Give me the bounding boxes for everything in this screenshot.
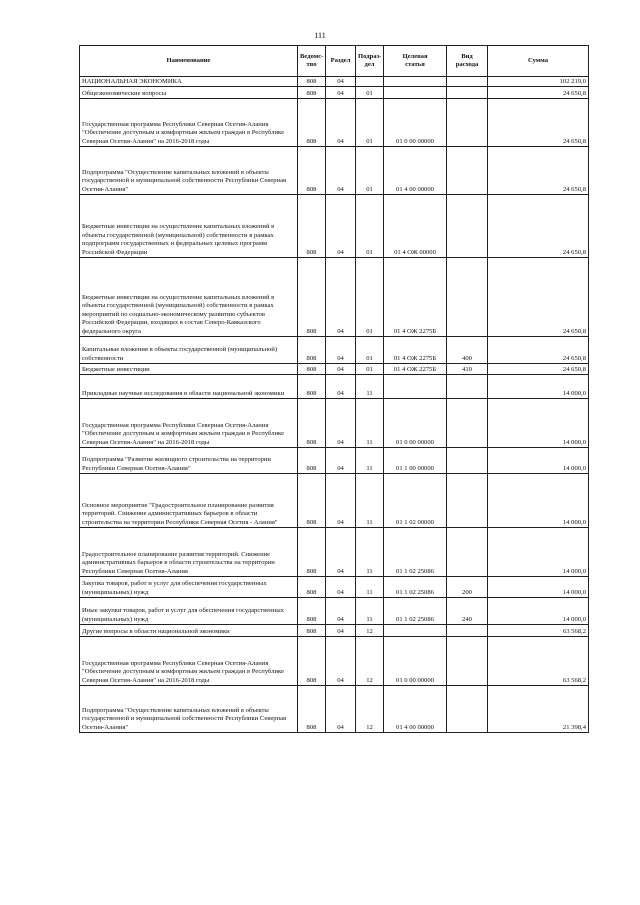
row-subsection-cell: 01: [356, 147, 384, 195]
row-subsection-cell: 01: [356, 195, 384, 258]
row-name-cell: Подпрограмма "Осуществление капитальных вложений в объекты государственной и муниципальной собственности Республики Северная Осетия-Алания": [80, 686, 298, 733]
row-name-cell: Подпрограмма "Развитие жилищного строительства на территории Республики Северная Осетия-Алания": [80, 448, 298, 474]
row-section-cell: 04: [326, 337, 356, 364]
header-target-article: [384, 46, 447, 77]
row-section-cell: 04: [326, 637, 356, 686]
row-department-cell: 808: [298, 337, 326, 364]
header-department-line2: тво: [306, 61, 317, 68]
row-sum-cell: 24 650,8: [488, 258, 589, 337]
row-section-cell: 04: [326, 528, 356, 577]
row-section-cell: 04: [326, 258, 356, 337]
row-department-cell: 808: [298, 637, 326, 686]
row-target-article-cell: 01 4 ОЖ 2275Б: [384, 364, 447, 375]
row-sum-cell: 14 000,0: [488, 577, 589, 598]
row-expense-type-cell: [447, 399, 488, 448]
row-section-cell: 04: [326, 195, 356, 258]
header-section: Раздел: [326, 46, 356, 77]
row-subsection-cell: 11: [356, 528, 384, 577]
header-sum: Сумма: [488, 46, 589, 77]
header-subsection-line2: дел: [364, 61, 375, 68]
row-department-cell: 808: [298, 448, 326, 474]
row-name-cell: Государственная программа Республики Северная Осетия-Алания "Обеспечение доступным и комфортным жильем граждан в Республике Северная Осетия-Алания" на 2016-2018 годы: [80, 99, 298, 147]
header-department: [298, 46, 326, 77]
table-row: [80, 474, 589, 528]
row-target-article-cell: [384, 87, 447, 99]
row-name-cell: Другие вопросы в области национальной экономики: [80, 625, 298, 637]
table-row: [80, 147, 589, 195]
row-subsection-cell: 11: [356, 399, 384, 448]
row-name-cell: Капитальные вложения в объекты государственной (муниципальной) собственности: [80, 337, 298, 364]
row-department-cell: 808: [298, 625, 326, 637]
row-sum-cell: 24 650,8: [488, 195, 589, 258]
row-section-cell: 04: [326, 87, 356, 99]
row-subsection-cell: 12: [356, 686, 384, 733]
row-name-cell: Государственная программа Республики Северная Осетия-Алания "Обеспечение доступным и комфортным жильем граждан в Республике Северная Осетия-Алания" на 2016-2018 годы: [80, 399, 298, 448]
table-row: [80, 364, 589, 375]
row-target-article-cell: 01 1 02 25086: [384, 528, 447, 577]
row-target-article-cell: 01 1 02 25086: [384, 598, 447, 625]
row-department-cell: 808: [298, 87, 326, 99]
row-target-article-cell: 01 1 00 00000: [384, 448, 447, 474]
row-name-cell: Градостроительное планирование развития территорий. Снижение административных барьеров в области строительства на территории Республики Северная Осетия-Алания: [80, 528, 298, 577]
row-name-cell: Закупка товаров, работ и услуг для обеспечения государственных (муниципальных) нужд: [80, 577, 298, 598]
row-expense-type-cell: [447, 195, 488, 258]
row-expense-type-cell: [447, 528, 488, 577]
header-department-line1: Ведомс-: [300, 53, 324, 60]
row-department-cell: 808: [298, 598, 326, 625]
row-sum-cell: 14 000,0: [488, 399, 589, 448]
header-target-line2: статья: [405, 61, 425, 68]
row-subsection-cell: 01: [356, 99, 384, 147]
header-exptype-line1: Вид: [461, 53, 473, 60]
row-expense-type-cell: [447, 637, 488, 686]
row-section-cell: 04: [326, 686, 356, 733]
header-name: Наименование: [80, 46, 298, 77]
row-target-article-cell: 01 1 02 25086: [384, 577, 447, 598]
row-expense-type-cell: [447, 375, 488, 399]
row-expense-type-cell: [447, 686, 488, 733]
row-sum-cell: 24 650,8: [488, 87, 589, 99]
row-department-cell: 808: [298, 375, 326, 399]
row-expense-type-cell: 240: [447, 598, 488, 625]
table-row: [80, 399, 589, 448]
row-sum-cell: 24 650,8: [488, 364, 589, 375]
header-expense-type: [447, 46, 488, 77]
row-section-cell: 04: [326, 399, 356, 448]
table-row: [80, 448, 589, 474]
row-expense-type-cell: 200: [447, 577, 488, 598]
row-name-cell: Бюджетные инвестиции на осуществление капитальных вложений в объекты государственной (муниципальной) собственности в рамках подпрограмм государственных и федеральных целевых программ Российской Федерации: [80, 195, 298, 258]
row-sum-cell: 21 398,4: [488, 686, 589, 733]
row-target-article-cell: 01 4 00 00000: [384, 686, 447, 733]
row-department-cell: 808: [298, 577, 326, 598]
row-target-article-cell: [384, 375, 447, 399]
table-row: [80, 258, 589, 337]
header-exptype-line2: расхода: [455, 61, 479, 68]
row-section-cell: 04: [326, 99, 356, 147]
row-target-article-cell: [384, 77, 447, 87]
row-sum-cell: 14 000,0: [488, 474, 589, 528]
row-section-cell: 04: [326, 364, 356, 375]
row-name-cell: Подпрограмма "Осуществление капитальных вложений в объекты государственной и муниципальной собственности Республики Северная Осетия-Алания": [80, 147, 298, 195]
row-department-cell: 808: [298, 258, 326, 337]
header-subsection: [356, 46, 384, 77]
row-subsection-cell: 11: [356, 598, 384, 625]
row-name-cell: Бюджетные инвестиции: [80, 364, 298, 375]
row-expense-type-cell: [447, 474, 488, 528]
page-number: 111: [314, 31, 326, 40]
row-section-cell: 04: [326, 598, 356, 625]
row-target-article-cell: 01 0 00 00000: [384, 99, 447, 147]
table-row: [80, 577, 589, 598]
row-name-cell: Иные закупки товаров, работ и услуг для обеспечения государственных (муниципальных) нужд: [80, 598, 298, 625]
row-sum-cell: 63 568,2: [488, 637, 589, 686]
row-target-article-cell: 01 1 02 00000: [384, 474, 447, 528]
row-expense-type-cell: 400: [447, 337, 488, 364]
row-department-cell: 808: [298, 528, 326, 577]
row-department-cell: 808: [298, 99, 326, 147]
row-section-cell: 04: [326, 474, 356, 528]
row-name-cell: Государственная программа Республики Северная Осетия-Алания "Обеспечение доступным и комфортным жильем граждан в Республике Северная Осетия-Алания" на 2016-2018 годы: [80, 637, 298, 686]
row-subsection-cell: 11: [356, 474, 384, 528]
table-row: [80, 686, 589, 733]
row-department-cell: 808: [298, 364, 326, 375]
row-name-cell: Общеэкономические вопросы: [80, 87, 298, 99]
row-sum-cell: 14 000,0: [488, 448, 589, 474]
row-department-cell: 808: [298, 147, 326, 195]
table-row: [80, 77, 589, 87]
row-target-article-cell: 01 4 ОЖ 00000: [384, 195, 447, 258]
row-expense-type-cell: 410: [447, 364, 488, 375]
header-target-line1: Целевая: [402, 53, 428, 60]
row-target-article-cell: [384, 625, 447, 637]
row-department-cell: 808: [298, 77, 326, 87]
row-target-article-cell: 01 4 00 00000: [384, 147, 447, 195]
row-department-cell: 808: [298, 474, 326, 528]
row-expense-type-cell: [447, 77, 488, 87]
table-body: [80, 77, 589, 733]
row-expense-type-cell: [447, 258, 488, 337]
row-expense-type-cell: [447, 448, 488, 474]
row-name-cell: Бюджетные инвестиции на осуществление капитальных вложений в объекты государственной (муниципальной) собственности в рамках мероприятий по социально-экономическому развитию субъектов Российской Федерации, входящих в состав Северо-Кавказского федерального округа: [80, 258, 298, 337]
row-subsection-cell: 01: [356, 258, 384, 337]
table-row: [80, 99, 589, 147]
row-sum-cell: 24 650,8: [488, 147, 589, 195]
table-row: [80, 528, 589, 577]
table-row: [80, 625, 589, 637]
row-subsection-cell: [356, 77, 384, 87]
row-sum-cell: 102 219,0: [488, 77, 589, 87]
header-subsection-line1: Подраз-: [358, 53, 382, 60]
row-section-cell: 04: [326, 448, 356, 474]
row-subsection-cell: 11: [356, 375, 384, 399]
row-section-cell: 04: [326, 147, 356, 195]
table-row: [80, 375, 589, 399]
row-subsection-cell: 01: [356, 337, 384, 364]
row-expense-type-cell: [447, 147, 488, 195]
table-row: [80, 195, 589, 258]
row-subsection-cell: 12: [356, 625, 384, 637]
row-department-cell: 808: [298, 195, 326, 258]
row-subsection-cell: 01: [356, 364, 384, 375]
table-row: [80, 87, 589, 99]
row-subsection-cell: 11: [356, 577, 384, 598]
row-target-article-cell: 01 4 ОЖ 2275Б: [384, 337, 447, 364]
row-sum-cell: 63 568,2: [488, 625, 589, 637]
budget-table: [79, 45, 589, 733]
row-section-cell: 04: [326, 625, 356, 637]
row-department-cell: 808: [298, 686, 326, 733]
row-name-cell: НАЦИОНАЛЬНАЯ ЭКОНОМИКА: [80, 77, 298, 87]
table-row: [80, 598, 589, 625]
row-sum-cell: 14 000,0: [488, 375, 589, 399]
row-section-cell: 04: [326, 77, 356, 87]
row-subsection-cell: 12: [356, 637, 384, 686]
row-section-cell: 04: [326, 577, 356, 598]
table-header-row: [80, 46, 589, 77]
table-row: [80, 637, 589, 686]
row-target-article-cell: 01 0 00 00000: [384, 399, 447, 448]
row-target-article-cell: 01 0 00 00000: [384, 637, 447, 686]
row-target-article-cell: 01 4 ОЖ 2275Б: [384, 258, 447, 337]
row-department-cell: 808: [298, 399, 326, 448]
row-name-cell: Основное мероприятие "Градостроительное планирование развития территорий. Снижение административных барьеров в области строительства на территории Республики Северная Осетия - Алания": [80, 474, 298, 528]
table-row: [80, 337, 589, 364]
row-section-cell: 04: [326, 375, 356, 399]
row-subsection-cell: 11: [356, 448, 384, 474]
row-expense-type-cell: [447, 625, 488, 637]
row-expense-type-cell: [447, 87, 488, 99]
row-sum-cell: 24 650,8: [488, 337, 589, 364]
row-sum-cell: 14 000,0: [488, 598, 589, 625]
row-expense-type-cell: [447, 99, 488, 147]
row-sum-cell: 14 000,0: [488, 528, 589, 577]
row-name-cell: Прикладные научные исследования в области национальной экономики: [80, 375, 298, 399]
row-subsection-cell: 01: [356, 87, 384, 99]
row-sum-cell: 24 650,8: [488, 99, 589, 147]
